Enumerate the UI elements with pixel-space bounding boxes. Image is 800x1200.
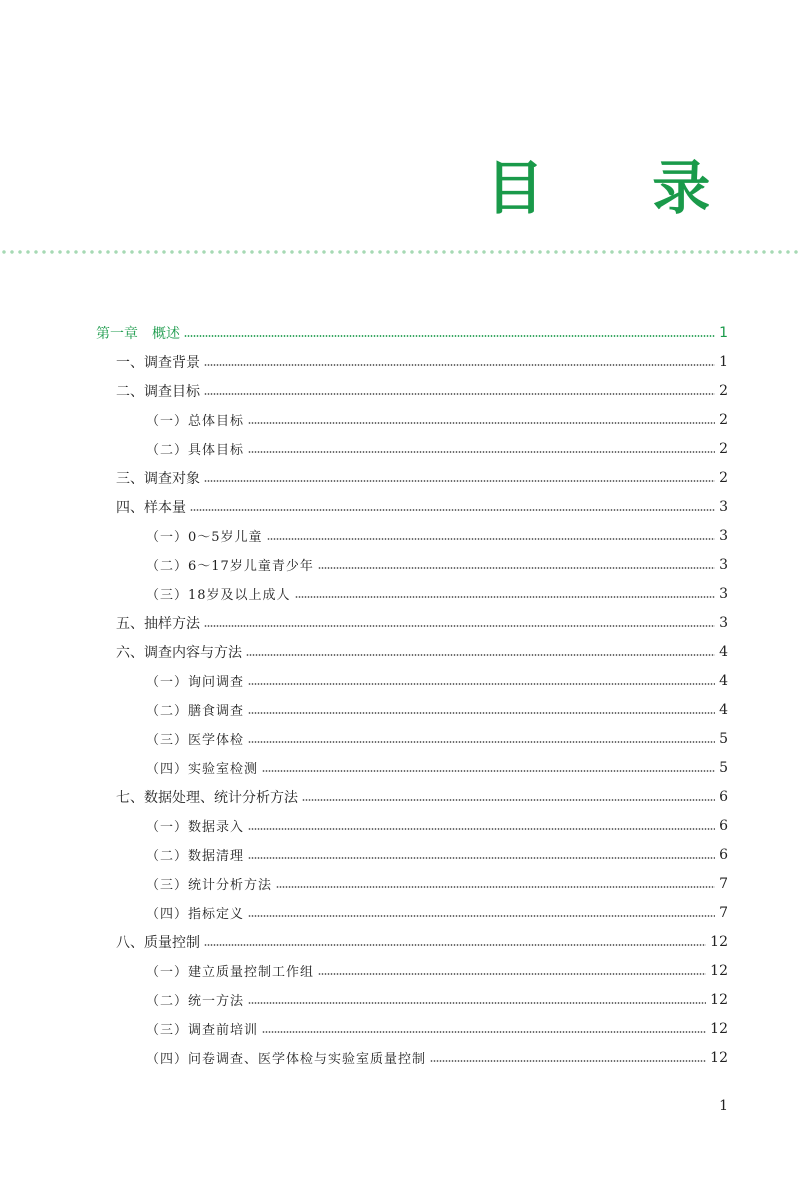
toc-subsection[interactable] <box>96 811 728 840</box>
dot-leader <box>248 683 715 685</box>
dot-leader <box>262 1031 706 1033</box>
toc-subsection[interactable] <box>96 666 728 695</box>
toc-entry-page: 4 <box>719 672 728 689</box>
toc-entry-label: 第一章 概述 <box>96 325 180 342</box>
toc-entry-page: 12 <box>710 991 728 1008</box>
toc-entry-page: 3 <box>719 498 728 515</box>
toc-entry-label: （三）统计分析方法 <box>146 878 273 893</box>
toc-entry-page: 2 <box>719 440 728 457</box>
toc-entry-label: （一）数据录入 <box>146 820 245 835</box>
toc-entry-page: 2 <box>719 469 728 486</box>
toc-subsection[interactable] <box>96 985 728 1014</box>
toc-entry-page: 12 <box>710 1049 728 1066</box>
toc-entry-label: （一）0～5岁儿童 <box>146 530 263 545</box>
page-title: 目 录 <box>486 154 755 222</box>
toc-entry-page: 6 <box>719 788 728 805</box>
dot-leader <box>248 828 715 830</box>
dot-leader <box>248 915 715 917</box>
dot-leader <box>204 944 706 946</box>
toc-subsection[interactable] <box>96 840 728 869</box>
toc-entry-label: 八、质量控制 <box>116 934 200 951</box>
toc-section[interactable] <box>96 463 728 492</box>
toc-entry-label: 三、调查对象 <box>116 470 200 487</box>
dot-leader <box>302 799 715 801</box>
dot-leader <box>248 712 715 714</box>
toc-subsection[interactable] <box>96 405 728 434</box>
toc-entry-page: 12 <box>710 933 728 950</box>
toc-section[interactable] <box>96 347 728 376</box>
toc-subsection[interactable] <box>96 695 728 724</box>
dot-leader <box>248 451 715 453</box>
toc-subsection[interactable] <box>96 579 728 608</box>
toc-entry-label: （二）统一方法 <box>146 994 245 1009</box>
toc-section[interactable] <box>96 492 728 521</box>
toc-entry-page: 1 <box>719 324 728 341</box>
toc-subsection[interactable] <box>96 753 728 782</box>
toc-entry-label: （四）指标定义 <box>146 907 245 922</box>
toc-entry-page: 7 <box>719 875 728 892</box>
toc-entry-page: 5 <box>719 730 728 747</box>
dotted-divider <box>0 249 800 255</box>
toc-entry-label: （三）医学体检 <box>146 733 245 748</box>
toc-entry-page: 12 <box>710 1020 728 1037</box>
toc-subsection[interactable] <box>96 956 728 985</box>
dot-leader <box>248 741 715 743</box>
toc-entry-page: 6 <box>719 817 728 834</box>
toc-entry-page: 2 <box>719 411 728 428</box>
toc-entry-label: （二）数据清理 <box>146 849 245 864</box>
toc-entry-label: （一）询问调查 <box>146 675 245 690</box>
toc-chapter[interactable] <box>96 318 728 347</box>
toc-entry-label: （一）总体目标 <box>146 414 245 429</box>
toc-subsection[interactable] <box>96 869 728 898</box>
toc-subsection[interactable] <box>96 724 728 753</box>
toc-entry-label: （三）18岁及以上成人 <box>146 588 291 603</box>
dot-leader <box>184 335 715 337</box>
toc-entry-label: （四）实验室检测 <box>146 762 259 777</box>
toc-section[interactable] <box>96 608 728 637</box>
toc-section[interactable] <box>96 927 728 956</box>
toc-entry-label: 一、调查背景 <box>116 354 200 371</box>
toc-entry-label: （三）调查前培训 <box>146 1023 259 1038</box>
dot-leader <box>204 480 715 482</box>
toc-entry-label: （二）膳食调查 <box>146 704 245 719</box>
dot-leader <box>248 422 715 424</box>
dot-leader <box>267 538 716 540</box>
dot-leader <box>276 886 715 888</box>
dot-leader <box>204 393 715 395</box>
toc-entry-label: （一）建立质量控制工作组 <box>146 965 315 980</box>
toc-entry-page: 6 <box>719 846 728 863</box>
toc-entry-label: 五、抽样方法 <box>116 615 200 632</box>
toc-entry-page: 5 <box>719 759 728 776</box>
toc-subsection[interactable] <box>96 1014 728 1043</box>
toc-entry-label: 六、调查内容与方法 <box>116 644 242 661</box>
toc-subsection[interactable] <box>96 434 728 463</box>
dot-leader <box>430 1060 706 1062</box>
toc-entry-page: 12 <box>710 962 728 979</box>
toc-entry-page: 4 <box>719 701 728 718</box>
dot-leader <box>295 596 716 598</box>
page-number: 1 <box>719 1098 728 1114</box>
toc-entry-label: 四、样本量 <box>116 499 186 516</box>
toc-entry-page: 7 <box>719 904 728 921</box>
toc-section[interactable] <box>96 637 728 666</box>
dot-leader <box>318 567 715 569</box>
dot-leader <box>246 654 715 656</box>
dot-leader <box>190 509 715 511</box>
toc-subsection[interactable] <box>96 521 728 550</box>
toc-entry-label: （二）具体目标 <box>146 443 245 458</box>
toc-subsection[interactable] <box>96 550 728 579</box>
toc-entry-label: （二）6～17岁儿童青少年 <box>146 559 314 574</box>
dot-leader <box>204 625 715 627</box>
toc-entry-label: 二、调查目标 <box>116 383 200 400</box>
toc-entry-page: 4 <box>719 643 728 660</box>
dot-leader <box>318 973 706 975</box>
dot-leader <box>204 364 715 366</box>
toc-subsection[interactable] <box>96 898 728 927</box>
dot-leader <box>248 857 715 859</box>
toc-entry-page: 2 <box>719 382 728 399</box>
toc-section[interactable] <box>96 376 728 405</box>
toc-entry-page: 3 <box>719 614 728 631</box>
toc-entry-page: 1 <box>719 353 728 370</box>
toc-entry-label: 七、数据处理、统计分析方法 <box>116 789 298 806</box>
toc-entry-page: 3 <box>719 556 728 573</box>
toc-entry-page: 3 <box>719 585 728 602</box>
toc-entry-page: 3 <box>719 527 728 544</box>
dot-leader <box>262 770 715 772</box>
toc-section[interactable] <box>96 782 728 811</box>
toc-subsection[interactable] <box>96 1043 728 1072</box>
dot-leader <box>248 1002 706 1004</box>
toc-entry-label: （四）问卷调查、医学体检与实验室质量控制 <box>146 1052 427 1067</box>
